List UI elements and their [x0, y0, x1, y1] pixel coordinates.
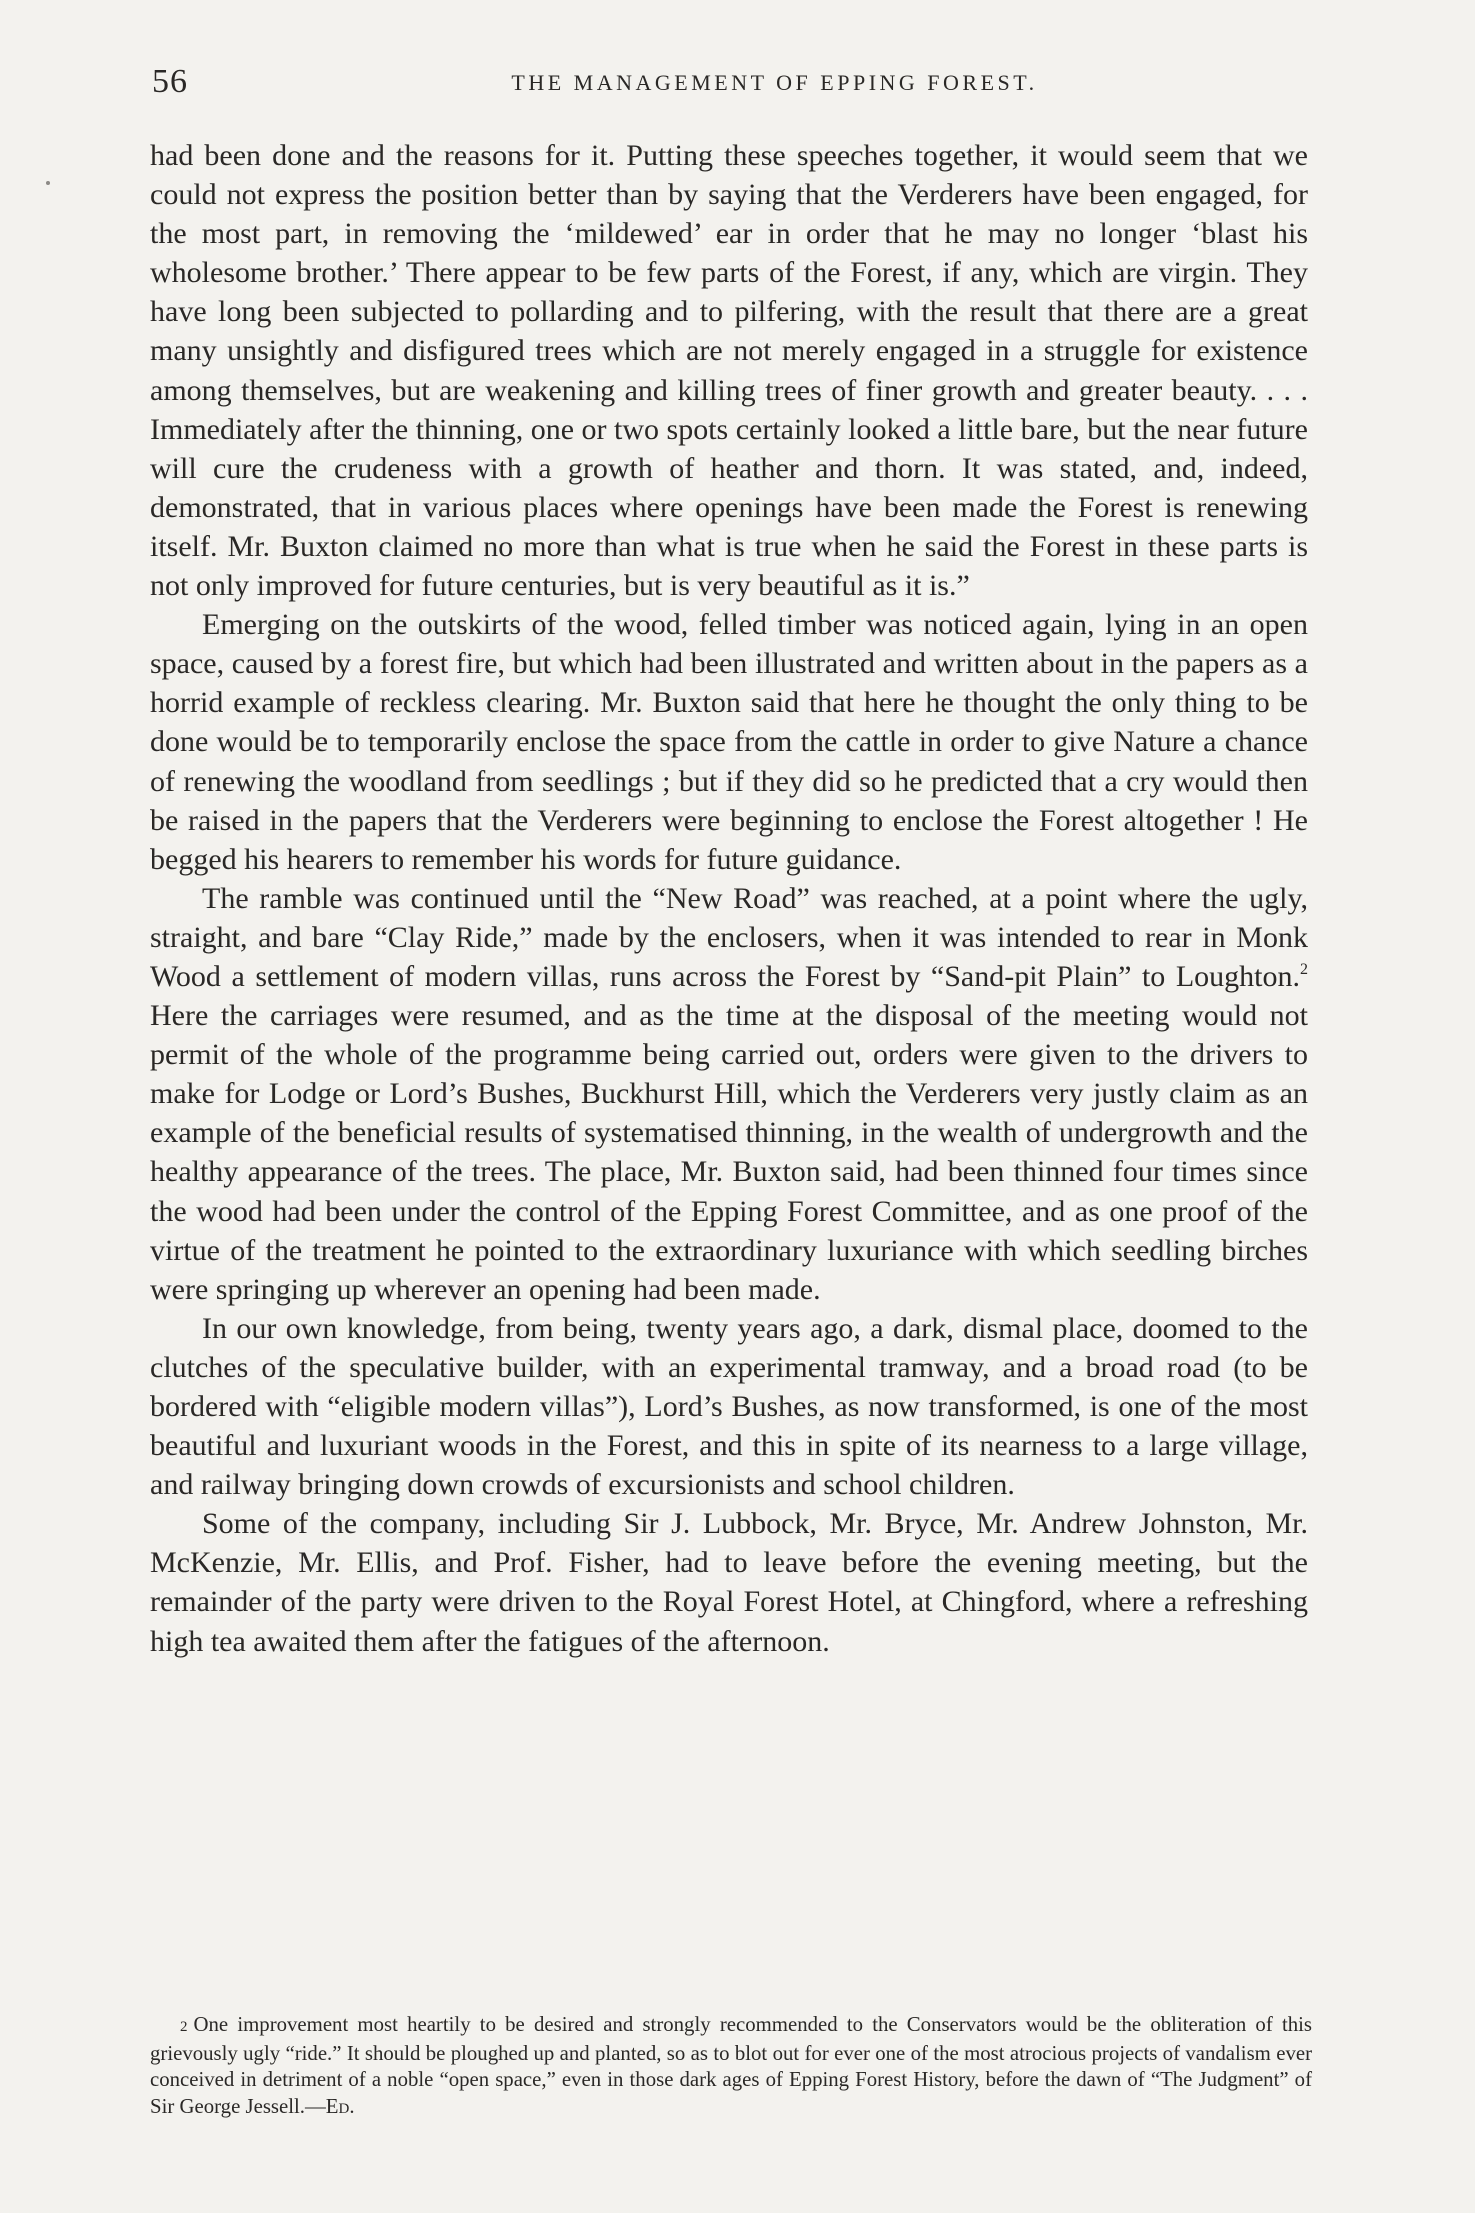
paragraph-knowledge: [150, 1309, 1308, 1504]
footnote: [150, 2012, 1312, 2120]
footnote-reference: 2: [1300, 960, 1308, 978]
footnotes: [150, 2012, 1312, 2120]
page-header: [152, 62, 1327, 102]
margin-speck: [46, 181, 50, 185]
paragraph-text: Some of the company, including Sir J. Lubbock, Mr. Bryce, Mr. Andrew Johnston, Mr. McKenzie, Mr. Ellis, and Prof. Fisher, had to leave before the evening meeting, but the remainder of the party were driven to the Royal Forest Hotel, at Chingford, where a refreshing high tea awaited them after the fatigues of the afternoon.: [150, 1507, 1308, 1658]
paragraph-text: Here the carriages were resumed, and as the time at the disposal of the meeting would not permit of the whole of the programme being carried out, orders were given to the drivers to make for Lodge or Lord’s Bushes, Buckhurst Hill, which the Verderers very justly claim as an example of the beneficial results of systematised thinning, in the wealth of undergrowth and the healthy appearance of the trees. The place, Mr. Buxton said, had been thinned four times since the wood had been under the control of the Epping Forest Committee, and as one proof of the virtue of the treatment he pointed to the extraordinary luxuriance with which seedling birches were springing up wherever an opening had been made.: [150, 999, 1308, 1306]
page-number: 56: [152, 63, 188, 100]
paragraph-continuation: [150, 136, 1308, 605]
body-text: [150, 136, 1308, 1661]
footnote-text: One improvement most heartily to be desired and strongly recommended to the Conservators would be the obliteration of this grievously ugly “ride.” It should be ploughed up and planted, so as to blot out for ever one of the most atrocious projects of vandalism ever conceived in detriment of a noble “open space,” even in those dark ages of Epping Forest History, before the dawn of “The Judgment” of Sir George Jessell.—: [150, 2013, 1312, 2118]
paragraph-text: The ramble was continued until the “New Road” was reached, at a point where the ugly, straight, and bare “Clay Ride,” made by the enclosers, when it was intended to rear in Monk Wood a settlement of modern villas, runs across the Forest by “Sand-pit Plain” to Loughton.: [150, 881, 1308, 993]
footnote-marker: 2: [180, 2019, 188, 2035]
paragraph-text: In our own knowledge, from being, twenty years ago, a dark, dismal place, doomed to the clutches of the speculative builder, with an experimental tramway, and a broad road (to be bordered with “eligible modern villas”), Lord’s Bushes, as now transformed, is one of the most beautiful and luxuriant woods in the Forest, and this in spite of its nearness to a large village, and railway bringing down crowds of excursionists and school children.: [150, 1311, 1308, 1502]
running-head: THE MANAGEMENT OF EPPING FOREST.: [511, 70, 1038, 95]
paragraph-text: Emerging on the outskirts of the wood, felled timber was noticed again, lying in an open space, caused by a forest fire, but which had been illustrated and written about in the papers as a horrid example of reckless clearing. Mr. Buxton said that here he thought the only thing to be done would be to temporarily enclose the space from the cattle in order to give Nature a chance of renewing the woodland from seedlings ; but if they did so he predicted that a cry would then be raised in the papers that the Verderers were beginning to enclose the Forest altogether ! He begged his hearers to remember his words for future guidance.: [150, 608, 1308, 876]
paragraph-ramble: [150, 879, 1308, 1309]
footnote-signature: Ed.: [325, 2094, 355, 2118]
paragraph-emerging: [150, 605, 1308, 879]
paragraph-company: [150, 1504, 1308, 1660]
paragraph-text: had been done and the reasons for it. Putting these speeches together, it would seem that we could not express the position better than by saying that the Verderers have been engaged, for the most part, in removing the ‘mildewed’ ear in order that he may no longer ‘blast his wholesome brother.’ There appear to be few parts of the Forest, if any, which are virgin. They have long been subjected to pollarding and to pilfering, with the result that there are a great many unsightly and disfigured trees which are not merely engaged in a struggle for existence among themselves, but are weakening and killing trees of finer growth and greater beauty. . . . Immediately after the thinning, one or two spots certainly looked a little bare, but the near future will cure the crudeness with a growth of heather and thorn. It was stated, and, indeed, demonstrated, that in various places where openings have been made the Forest is renewing itself. Mr. Buxton claimed no more than what is true when he said the Forest in these parts is not only improved for future centuries, but is very beautiful as it is.”: [150, 139, 1308, 603]
